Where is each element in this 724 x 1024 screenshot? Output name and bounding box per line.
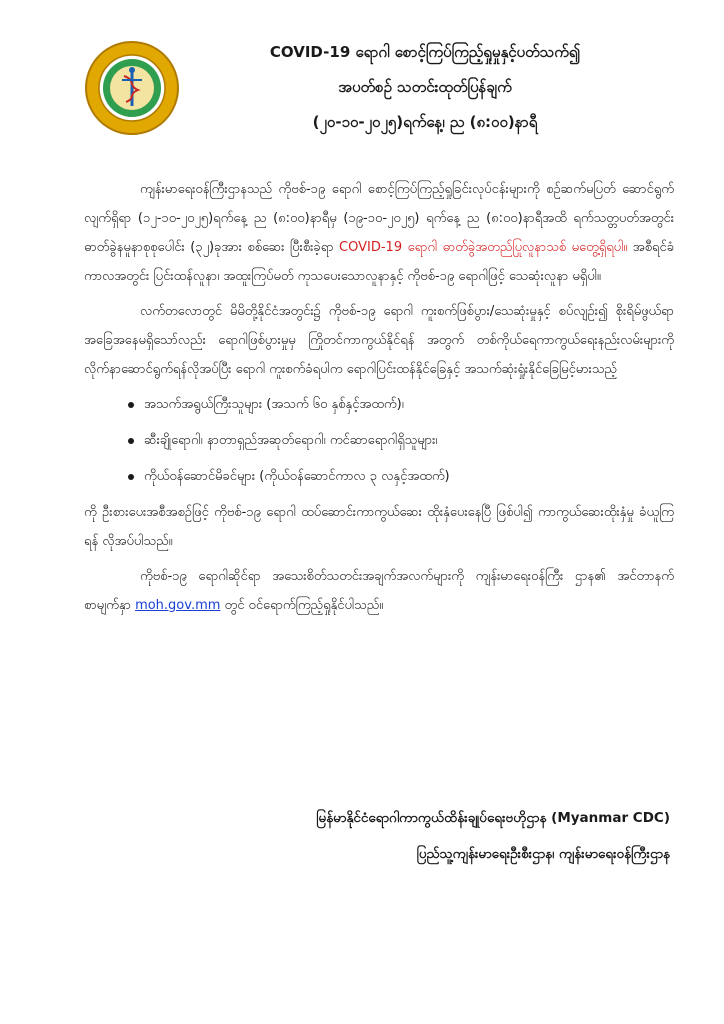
- paragraph-text: အစီရင်ခံကာလအတွင်း ပြင်းထန်လူနာ၊ အထူးကြပ်မတ် ကုသပေးသောလူနာနှင့် ကိုဗစ်-၁၉ ရောဂါဖြင့် သေဆုံးလူနာ မရှိပါ။: [84, 240, 674, 284]
- list-item: ကိုယ်ဝန်ဆောင်မိခင်များ (ကိုယ်ဝန်ဆောင်ကာလ ၃ လနှင့်အထက်): [144, 462, 674, 492]
- list-item: အသက်အရွယ်ကြီးသူများ (အသက် ၆၀ နှစ်နှင့်အထက်)၊: [144, 390, 674, 420]
- signature-ministry: ပြည်သူ့ကျန်းမာရေးဦးစီးဌာန၊ ကျန်းမာရေးဝန်ကြီးဌာန: [416, 846, 670, 862]
- signature-block: [150, 808, 670, 880]
- no-new-cases-highlight: COVID-19 ရောဂါ ဓာတ်ခွဲအတည်ပြုလူနာသစ် မတွေ့ရှိရပါ။: [339, 240, 628, 255]
- document-header: [190, 42, 660, 147]
- paragraph-website: [84, 562, 674, 620]
- risk-group-list: [84, 390, 674, 492]
- moh-website-link[interactable]: moh.gov.mm: [135, 598, 221, 613]
- header-title: COVID-19 ရောဂါ စောင့်ကြပ်ကြည့်ရှုမှုနှင့်ပတ်သက်၍: [269, 43, 581, 61]
- ministry-of-health-logo: [84, 40, 180, 136]
- signature-cdc: မြန်မာနိုင်ငံရောဂါကာကွယ်ထိန်းချုပ်ရေးဗဟိုဌာန (Myanmar CDC): [316, 810, 670, 826]
- paragraph-text: တွင် ဝင်ရောက်ကြည့်ရှုနိုင်ပါသည်။: [224, 598, 384, 613]
- paragraph-text: ကိုဗစ်-၁၉ ရောဂါဆိုင်ရာ အသေးစိတ်သတင်းအချက်အလက်များကို ကျန်းမာရေးဝန်ကြီး ဌာန၏ အင်တာနက်စာမျက်နှာ: [84, 569, 674, 613]
- header-date: (၂၀-၁၀-၂၀၂၅)ရက်နေ့၊ ည (၈:၀၀)နာရီ: [312, 113, 538, 131]
- paragraph-precautions: လက်တလောတွင် မိမိတို့နိုင်ငံအတွင်း၌ ကိုဗစ်-၁၉ ရောဂါ ကူးစက်ဖြစ်ပွား/သေဆုံးမှုနှင့် စပ်လျဉ်း၍ စိုးရိမ်ဖွယ်ရာအခြေအနေမရှိသော်လည်း ရောဂါဖြစ်ပွားမှုမှ ကြိုတင်ကာကွယ်နိုင်ရန် အတွက် တစ်ကိုယ်ရေကာကွယ်ရေးနည်းလမ်းများကို လိုက်နာဆောင်ရွက်ရန်လိုအပ်ပြီး ရောဂါ ကူးစက်ခံရပါက ရောဂါပြင်းထန်နိုင်ခြေနှင့် အသက်ဆုံးရှုံးနိုင်ခြေမြင့်မားသည့်: [84, 304, 674, 377]
- header-subtitle: အပတ်စဉ် သတင်းထုတ်ပြန်ချက်: [338, 78, 512, 96]
- paragraph-testing-summary: [84, 175, 674, 291]
- paragraph-text: ကျန်းမာရေးဝန်ကြီးဌာနသည် ကိုဗစ်-၁၉ ရောဂါ စောင့်ကြပ်ကြည့်ရှုခြင်းလုပ်ငန်းများကို စဉ်ဆက်မပြတ် ဆောင်ရွက်လျက်ရှိရာ (၁၂-၁၀-၂၀၂၅)ရက်နေ့ ည (၈:၀၀)နာရီမှ (၁၉-၁၀-၂၀၂၅) ရက်နေ့ ည (၈:၀၀)နာရီအထိ ရက်သတ္တပတ်အတွင်း ဓာတ်ခွဲနမူနာစုစုပေါင်း (၃၂)ခုအား စစ်ဆေး ပြီးစီးခဲ့ရာ: [84, 182, 674, 255]
- paragraph-vaccination: ကို ဦးစားပေးအစီအစဉ်ဖြင့် ကိုဗစ်-၁၉ ရောဂါ ထပ်ဆောင်းကာကွယ်ဆေး ထိုးနှံပေးနေပြီ ဖြစ်ပါ၍ ကာကွယ်ဆေးထိုးနှံမှု ခံယူကြရန် လိုအပ်ပါသည်။: [84, 505, 674, 549]
- list-item: ဆီးချိုရောဂါ၊ နာတာရှည်အဆုတ်ရောဂါ၊ ကင်ဆာရောဂါရှိသူများ၊: [144, 426, 674, 456]
- document-body: [84, 175, 674, 626]
